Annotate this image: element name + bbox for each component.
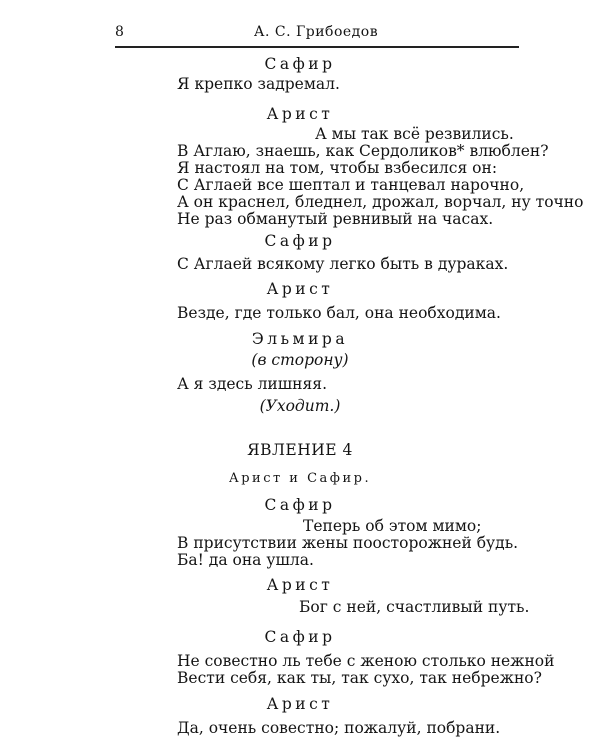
verse-line: А я здесь лишняя.: [177, 375, 327, 393]
verse-line: Везде, где только бал, она необходима.: [177, 304, 501, 322]
verse-line: А мы так всё резвились.: [315, 125, 514, 143]
verse-line: Да, очень совестно; пожалуй, побрани.: [177, 719, 501, 737]
verse-line: Я настоял на том, чтобы взбесился он:: [177, 159, 498, 177]
verse-line: Я крепко задремал.: [177, 75, 340, 93]
speaker-name: Арист: [266, 576, 334, 594]
verse-line: Не раз обманутый ревнивый на часах.: [177, 210, 494, 228]
verse-line: Бог с ней, счастливый путь.: [299, 598, 530, 616]
verse-line: В присутствии жены поосторожней будь.: [177, 534, 519, 552]
speaker-name: Арист: [266, 280, 334, 298]
running-title: А. С. Грибоедов: [253, 24, 379, 40]
header-rule: [115, 46, 519, 48]
verse-line: Ба! да она ушла.: [177, 551, 314, 569]
page-header: [115, 24, 517, 46]
verse-line: Не совестно ль тебе с женою столько нежной: [177, 652, 555, 670]
speaker-name: Арист: [266, 105, 334, 123]
speaker-name: Арист: [266, 695, 334, 713]
verse-line: Вести себя, как ты, так сухо, так небрежно?: [177, 669, 542, 687]
speaker-name: Сафир: [264, 628, 336, 646]
speaker-name: Эльмира: [251, 330, 349, 348]
speaker-name: Сафир: [264, 496, 336, 514]
verse-line: Теперь об этом мимо;: [303, 517, 482, 535]
verse-line: А он краснел, бледнел, дрожал, ворчал, ну точно: [177, 193, 584, 211]
verse-line: С Аглаей все шептал и танцевал нарочно,: [177, 176, 525, 194]
verse-line: С Аглаей всякому легко быть в дураках.: [177, 255, 509, 273]
speaker-name: Сафир: [264, 55, 336, 73]
verse-line: В Аглаю, знаешь, как Сердоликов* влюблен?: [177, 142, 549, 160]
scene-characters: Арист и Сафир.: [228, 471, 372, 486]
stage-direction: (в сторону): [251, 351, 349, 369]
page-number: 8: [115, 24, 124, 40]
speaker-name: Сафир: [264, 232, 336, 250]
scene-title: ЯВЛЕНИЕ 4: [247, 441, 353, 459]
stage-direction-exit: (Уходит.): [259, 397, 341, 415]
